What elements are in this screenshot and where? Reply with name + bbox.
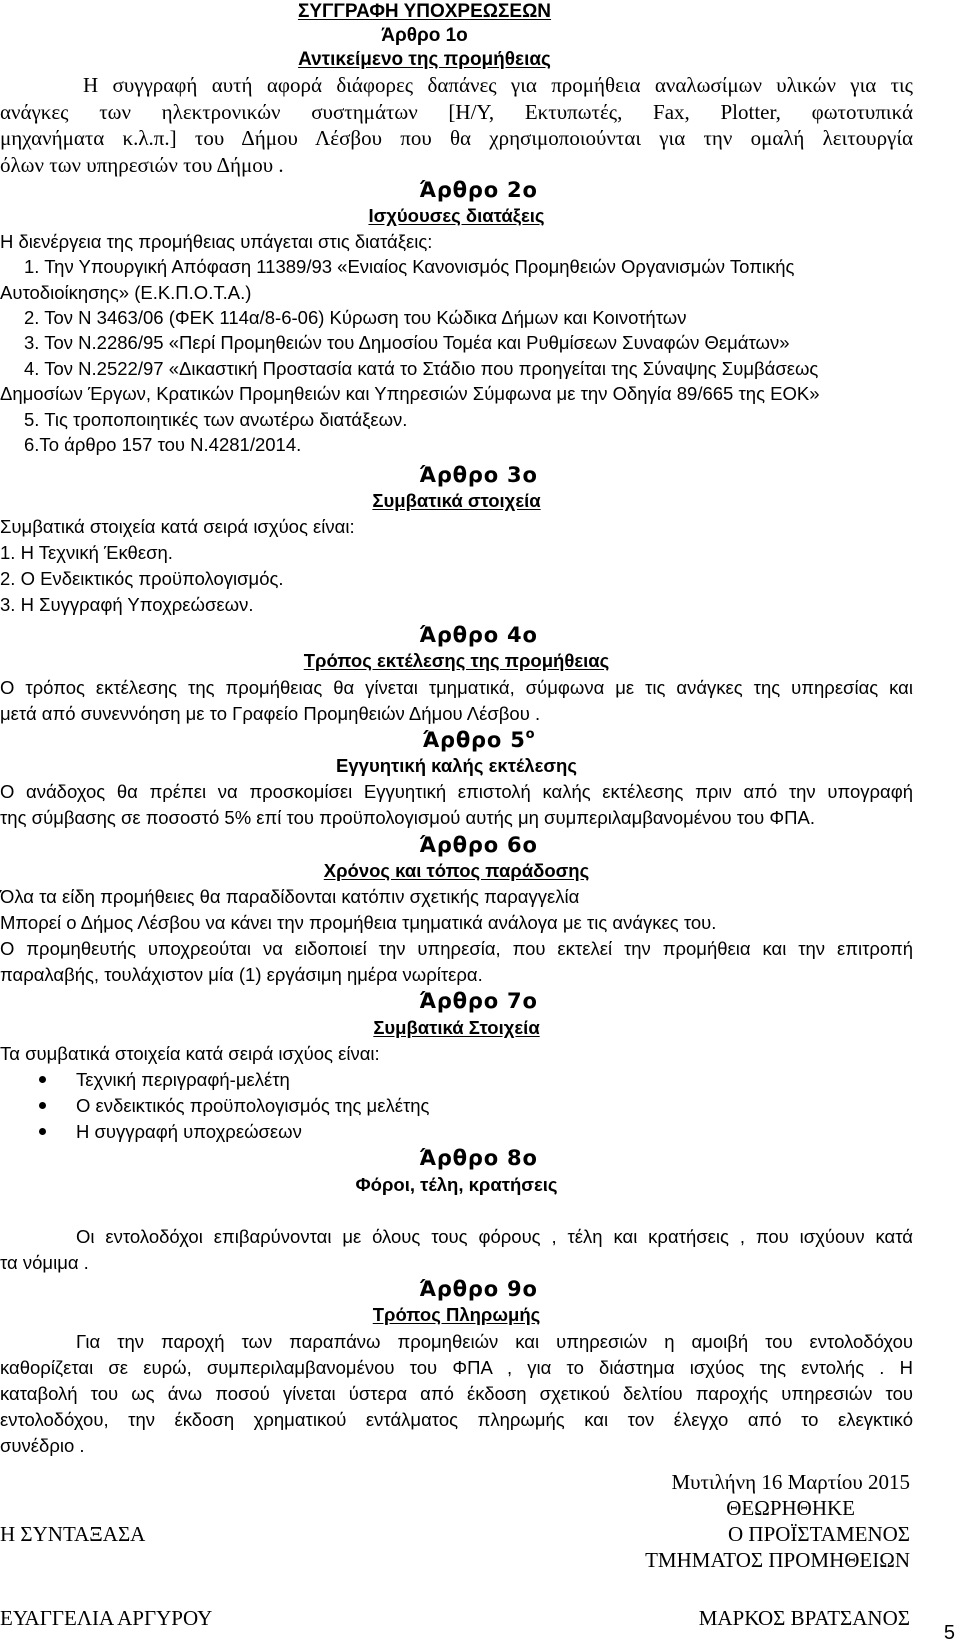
article-6-heading: Άρθρο 6ο: [419, 832, 538, 857]
article-3-subtitle: Συμβατικά στοιχεία: [372, 490, 541, 512]
bullet-icon: [39, 1102, 46, 1109]
article-8: [0, 1145, 913, 1276]
list-item-continuation: Αυτοδιοίκησης» (Ε.Κ.Π.Ο.Τ.Α.): [0, 281, 252, 303]
paragraph-line: Ο ανάδοχος θα πρέπει να προσκομίσει Εγγυητική επιστολή καλής εκτέλεσης πριν από την υπογραφή: [0, 781, 913, 803]
article-5-heading-superscript: ο: [525, 726, 535, 742]
article-2-intro: Η διενέργεια της προμήθειας υπάγεται στις διατάξεις:: [0, 230, 433, 252]
paragraph-line: εντολοδόχου, την έκδοση χρηματικού εντάλματος πληρωμής και τον έλεγχο από το ελεγκτικό: [0, 1408, 913, 1430]
paragraph-line: όλων των υπηρεσιών του Δήμου .: [0, 152, 284, 177]
paragraph-line: μετά από συνεννόηση με το Γραφείο Προμηθειών Δήμου Λέσβου .: [0, 702, 541, 724]
paragraph-line: καθορίζεται σε ευρώ, συμπεριλαμβανομένου του ΦΠΑ , για το διάστημα ισχύος της εντολής . Η: [0, 1356, 913, 1378]
bullet-item: [0, 1119, 913, 1145]
head-name: ΜΑΡΚΟΣ ΒΡΑΤΣΑΝΟΣ: [698, 1606, 910, 1631]
article-5: [0, 727, 913, 832]
paragraph-line: Μπορεί ο Δήμος Λέσβου να κάνει την προμήθεια τμηματικά ανάλογα με τις ανάγκες του.: [0, 912, 717, 934]
article-6: [0, 832, 913, 989]
paragraph-line: μηχανήματα κ.λ.π.] του Δήμου Λέσβου που θα χρησιμοποιούνται για την ομαλή λειτουργία: [0, 126, 913, 150]
list-item: 5. Τις τροποποιητικές των ανωτέρω διατάξεων.: [24, 408, 408, 430]
article-9-heading: Άρθρο 9ο: [419, 1277, 538, 1302]
article-9-subtitle: Τρόπος Πληρωμής: [372, 1304, 541, 1326]
paragraph-line: Για την παροχή των παραπάνω προμηθειών και υπηρεσιών η αμοιβή του εντολοδόχου: [76, 1330, 913, 1352]
bullet-item-text: Τεχνική περιγραφή-μελέτη: [76, 1068, 290, 1090]
list-item: 2. Ο Ενδεικτικός προϋπολογισμός.: [0, 568, 284, 590]
list-item: 6.Το άρθρο 157 του Ν.4281/2014.: [24, 433, 302, 455]
article-3-intro: Συμβατικά στοιχεία κατά σειρά ισχύος είναι:: [0, 516, 355, 538]
list-item: 1. Την Υπουργική Απόφαση 11389/93 «Ενιαίος Κανονισμός Προμηθειών Οργανισμών Τοπικής: [24, 256, 795, 278]
list-item: 3. Τον Ν.2286/95 «Περί Προμηθειών του Δημοσίου Τομέα και Ρυθμίσεων Συναφών Θεμάτων»: [24, 332, 790, 354]
article-3: [0, 462, 913, 618]
blank-line: [0, 1198, 913, 1224]
article-1-body: [0, 72, 913, 178]
article-5-heading-text: Άρθρο 5: [422, 727, 526, 752]
article-7-subtitle: Συμβατικά Στοιχεία: [373, 1016, 540, 1038]
paragraph-line: παραλαβής, τουλάχιστον μία (1) εργάσιμη ημέρα νωρίτερα.: [0, 964, 483, 986]
paragraph-line: Όλα τα είδη προμήθειες θα παραδίδονται κατόπιν σχετικής παραγγελία: [0, 885, 580, 907]
list-item-continuation: Δημοσίων Έργων, Κρατικών Προμηθειών και Υπηρεσιών Σύμφωνα με την Οδηγία 89/665 της ΕΟΚ»: [0, 383, 820, 405]
article-5-subtitle: Εγγυητική καλής εκτέλεσης: [336, 755, 577, 777]
article-2-heading: Άρθρο 2ο: [419, 178, 538, 202]
head-role: Ο ΠΡΟΪΣΤΑΜΕΝΟΣ: [727, 1522, 910, 1547]
article-3-heading: Άρθρο 3ο: [419, 463, 538, 488]
article-4: [0, 622, 913, 727]
signature-names: [0, 1605, 913, 1631]
article-7: [0, 988, 913, 1145]
article-2-subtitle: Ισχύουσες διατάξεις: [368, 205, 545, 227]
place-date: Μυτιλήνη 16 Μαρτίου 2015: [671, 1470, 910, 1495]
bullet-item-text: Η συγγραφή υποχρεώσεων: [76, 1121, 302, 1143]
article-7-heading: Άρθρο 7ο: [419, 989, 538, 1014]
bullet-icon: [39, 1128, 46, 1135]
article-4-heading: Άρθρο 4ο: [419, 623, 538, 648]
head-department: ΤΜΗΜΑΤΟΣ ΠΡΟΜΗΘΕΙΩΝ: [645, 1548, 910, 1573]
paragraph-line: της σύμβασης σε ποσοστό 5% επί του προϋπολογισμού αυτής μη συμπεριλαμβανομένου του ΦΠΑ.: [0, 807, 815, 829]
article-1-header: [0, 0, 913, 72]
article-8-subtitle: Φόροι, τέλη, κρατήσεις: [355, 1173, 558, 1195]
article-7-intro: Τα συμβατικά στοιχεία κατά σειρά ισχύος είναι:: [0, 1042, 380, 1064]
article-2: [0, 178, 913, 457]
list-item: 2. Τον Ν 3463/06 (ΦΕΚ 114α/8-6-06) Κύρωση του Κώδικα Δήμων και Κοινοτήτων: [24, 306, 687, 328]
page-number: 5: [943, 1622, 955, 1644]
paragraph-line: ανάγκες των ηλεκτρονικών συστημάτων [Η/Υ, Εκτυπωτές, Fax, Plotter, φωτοτυπικά: [0, 99, 913, 124]
paragraph-line: καταβολή του ως άνω ποσού γίνεται ύστερα από έκδοση σχετικού δελτίου παροχής υπηρεσιών του: [0, 1382, 913, 1404]
bullet-item: [0, 1093, 913, 1119]
article-9: [0, 1276, 913, 1459]
list-item: 1. Η Τεχνική Έκθεση.: [0, 542, 173, 564]
paragraph-line: Ο προμηθευτής υποχρεούται να ειδοποιεί την υπηρεσία, που εκτελεί την προμήθεια και την επιτροπή: [0, 938, 913, 960]
bullet-item: [0, 1067, 913, 1093]
list-item: 4. Τον Ν.2522/97 «Δικαστική Προστασία κατά το Στάδιο που προηγείται της Σύναψης Συμβάσεως: [24, 357, 819, 379]
article-8-heading: Άρθρο 8ο: [419, 1146, 538, 1171]
approved-label: ΘΕΩΡΗΘΗΚΕ: [726, 1496, 855, 1521]
document-title: ΣΥΓΓΡΑΦΗ ΥΠΟΧΡΕΩΣΕΩΝ: [297, 1, 552, 22]
article-1-subtitle: Αντικείμενο της προμήθειας: [298, 49, 551, 70]
articles-4-to-9: [0, 622, 913, 1459]
signature-block: [0, 1469, 913, 1631]
bullet-icon: [39, 1076, 46, 1083]
article-4-subtitle: Τρόπος εκτέλεσης της προμήθειας: [303, 650, 610, 672]
paragraph-line: Ο τρόπος εκτέλεσης της προμήθειας θα γίνεται τμηματικά, σύμφωνα με τις ανάγκες της υπηρεσίας και: [0, 676, 913, 698]
article-6-subtitle: Χρόνος και τόπος παράδοσης: [323, 859, 590, 881]
paragraph-line: τα νόμιμα .: [0, 1252, 89, 1274]
paragraph-line: Οι εντολοδόχοι επιβαρύνονται με όλους τους φόρους , τέλη και κρατήσεις , που ισχύουν κατά: [76, 1225, 913, 1247]
author-name: ΕΥΑΓΓΕΛΙΑ ΑΡΓΥΡΟΥ: [0, 1606, 213, 1631]
paragraph-line: Η συγγραφή αυτή αφορά διάφορες δαπάνες για προμήθεια αναλωσίμων υλικών για τις: [83, 73, 913, 97]
paragraph-line: συνέδριο .: [0, 1435, 85, 1457]
article-5-heading: [0, 727, 913, 753]
article-1-heading: Άρθρο 1ο: [381, 25, 468, 46]
bullet-item-text: Ο ενδεικτικός προϋπολογισμός της μελέτης: [76, 1095, 430, 1117]
list-item: 3. Η Συγγραφή Υποχρεώσεων.: [0, 594, 254, 616]
author-role: Η ΣΥΝΤΑΞΑΣΑ: [0, 1522, 146, 1547]
signature-roles: [0, 1521, 913, 1547]
